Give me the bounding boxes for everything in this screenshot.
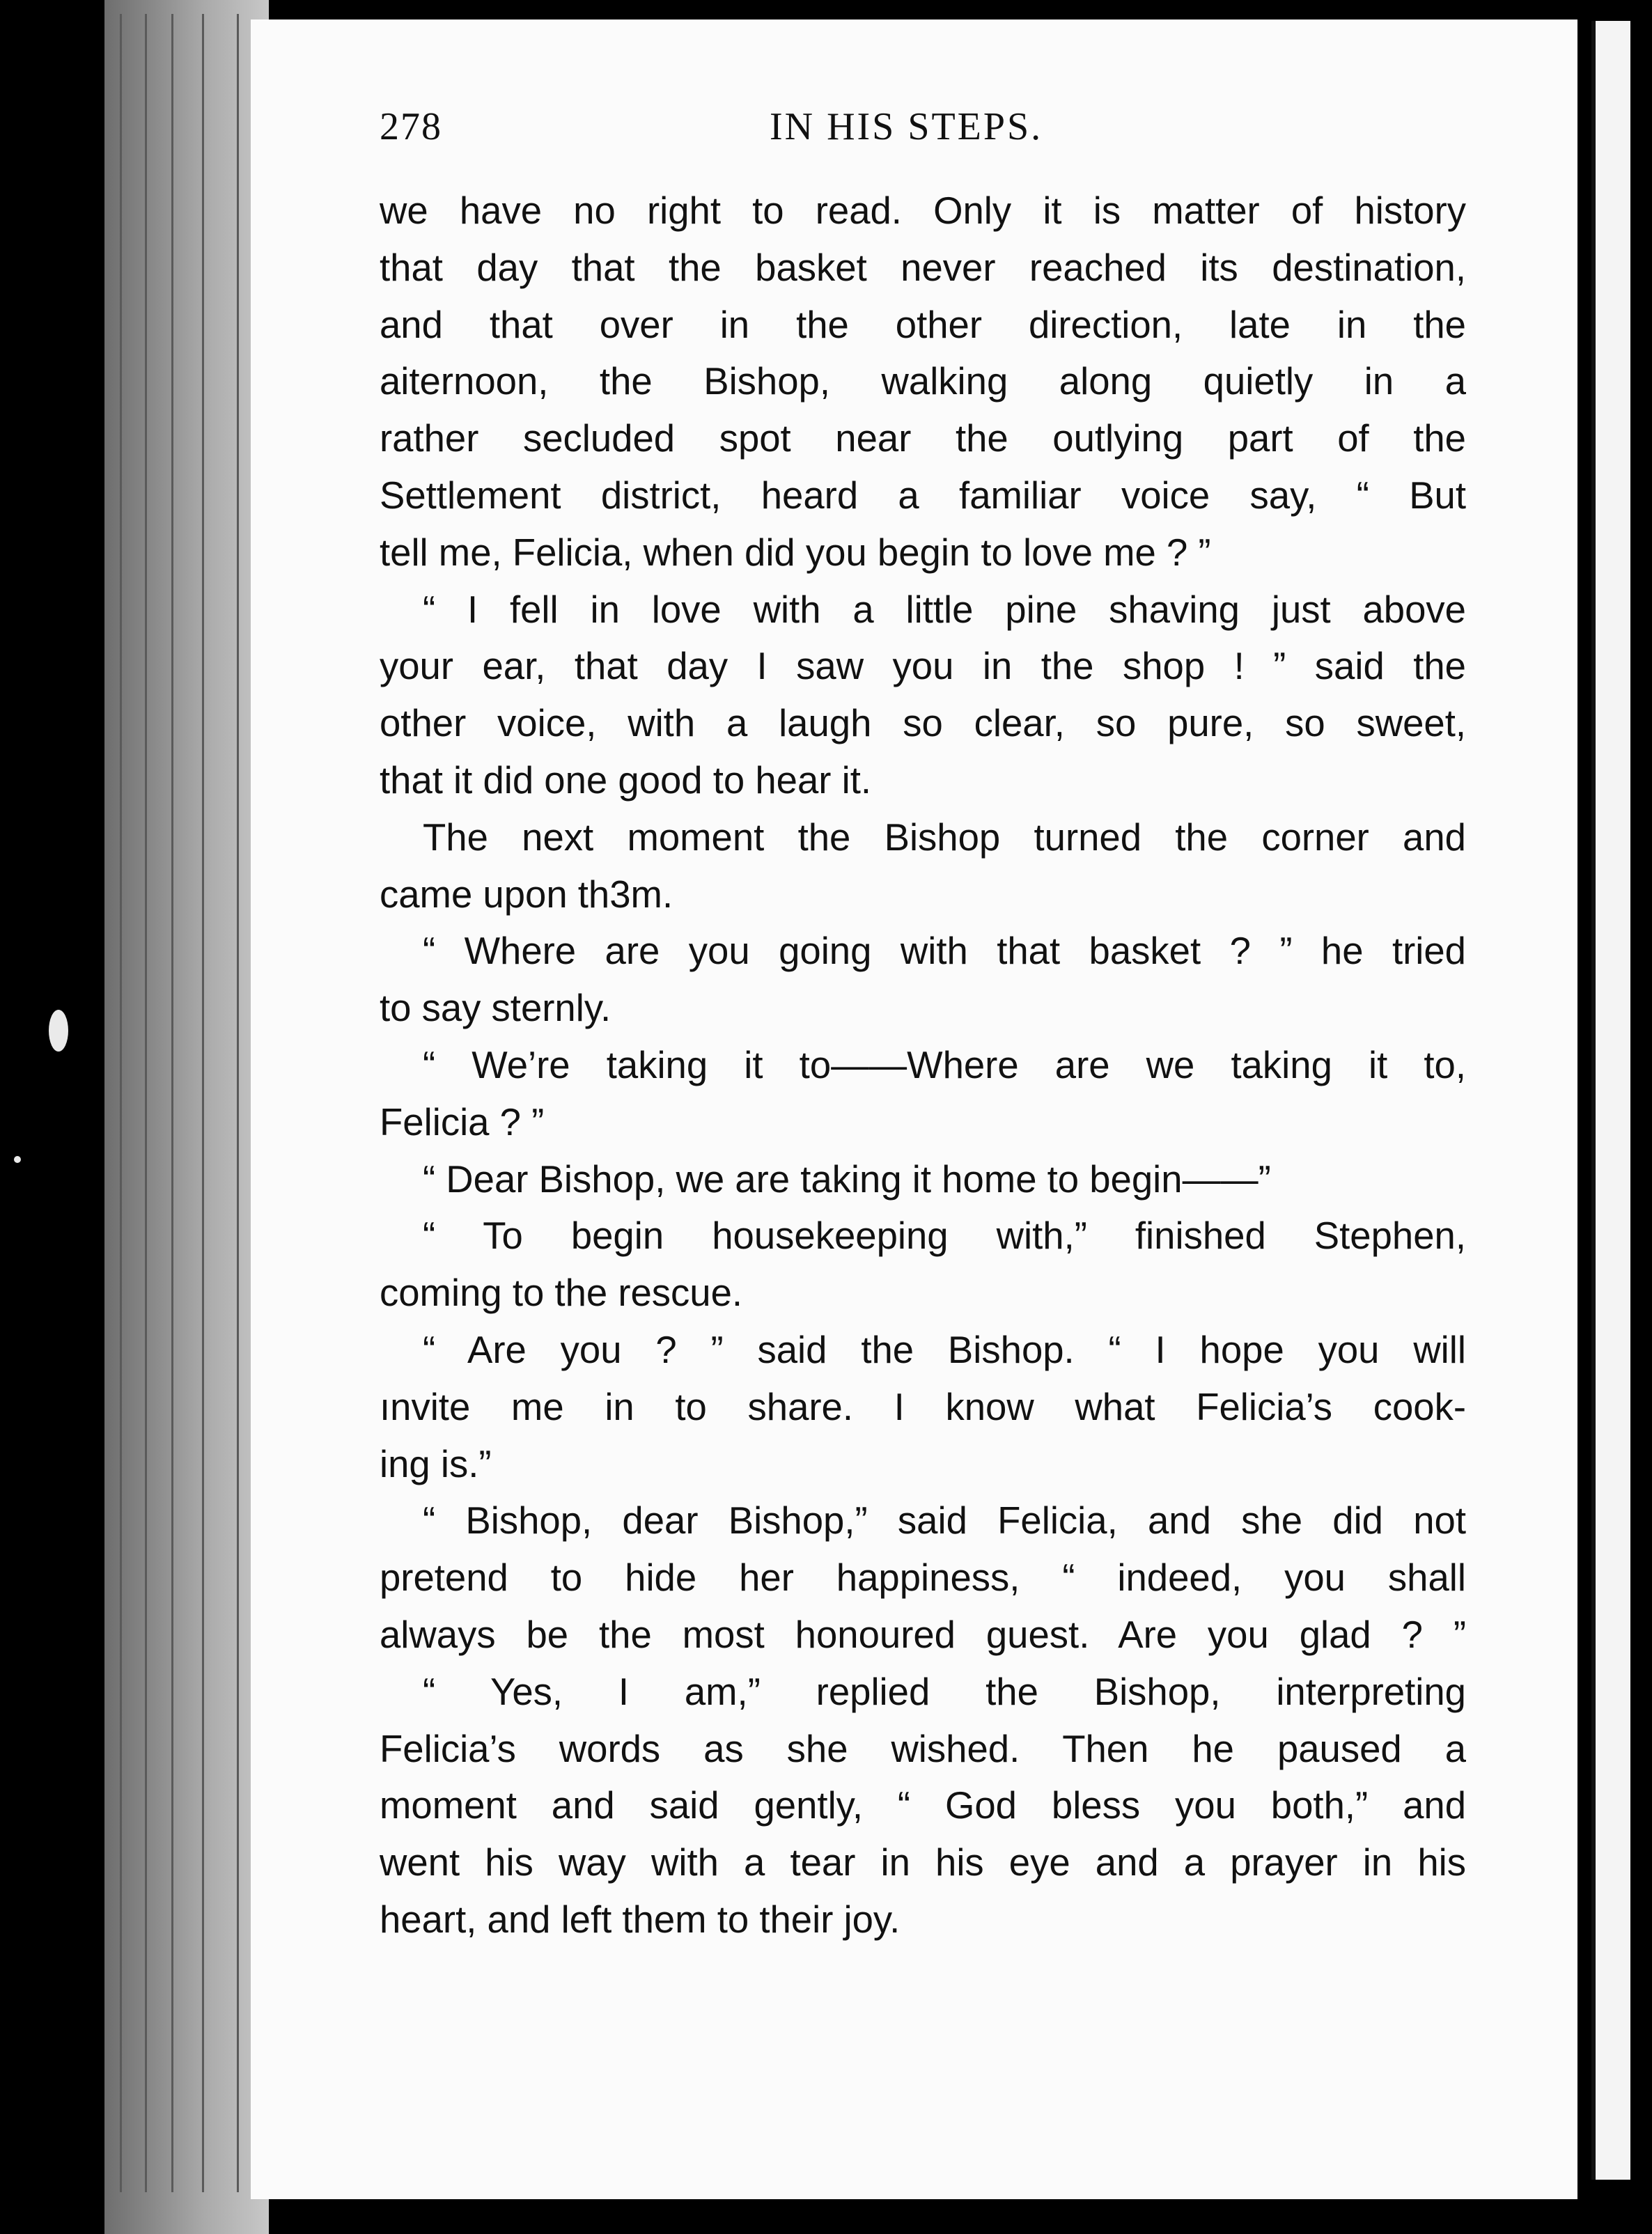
text-line: ınvite me in to share. I know what Felicia’s cook- xyxy=(380,1385,1466,1428)
text-line: “ Yes, I am,” replied the Bishop, interpreting xyxy=(423,1670,1466,1713)
text-line: “ Are you ? ” said the Bishop. “ I hope you will xyxy=(423,1328,1466,1371)
text-line: to say sternly. xyxy=(380,987,611,1030)
next-page-edge xyxy=(1591,21,1630,2180)
text-line: and that over in the other direction, late in the xyxy=(380,303,1466,346)
text-line: The next moment the Bishop turned the corner and xyxy=(423,815,1466,859)
text-line: pretend to hide her happiness, “ indeed, you shall xyxy=(380,1556,1466,1600)
text-line: coming to the rescue. xyxy=(380,1272,743,1315)
stack-line xyxy=(171,14,173,2192)
stack-line xyxy=(202,14,204,2192)
text-line: “ To begin housekeeping with,” finished Stephen, xyxy=(423,1214,1466,1258)
text-line: Felicia ? ” xyxy=(380,1100,545,1143)
text-line: your ear, that day I saw you in the shop ! ” said the xyxy=(380,645,1466,688)
text-line: other voice, with a laugh so clear, so pure, so sweet, xyxy=(380,702,1466,745)
text-line: Felicia’s words as she wished. Then he paused a xyxy=(380,1727,1466,1770)
text-line: rather secluded spot near the outlying part of the xyxy=(380,417,1466,460)
stack-line xyxy=(237,14,239,2192)
stack-line xyxy=(120,14,122,2192)
text-line: “ Dear Bishop, we are taking it home to begin——” xyxy=(423,1157,1271,1201)
stack-line xyxy=(145,14,147,2192)
body-text xyxy=(380,182,1466,1948)
running-head xyxy=(380,104,1466,160)
text-line: tell me, Felicia, when did you begin to love me ? ” xyxy=(380,531,1211,574)
text-line: “ I fell in love with a little pine shaving just above xyxy=(423,588,1466,631)
text-line: always be the most honoured guest. Are you glad ? ” xyxy=(380,1613,1466,1656)
text-line: moment and said gently, “ God bless you both,” and xyxy=(380,1784,1466,1827)
text-line: that it did one good to hear it. xyxy=(380,758,871,802)
text-line: we have no right to read. Only it is matter of history xyxy=(380,189,1466,232)
text-line: heart, and left them to their joy. xyxy=(380,1898,901,1941)
scan-speck xyxy=(49,1010,68,1052)
text-line: Settlement district, heard a familiar voice say, “ But xyxy=(380,474,1466,517)
text-line: that day that the basket never reached its destination, xyxy=(380,246,1466,289)
text-line: “ Bishop, dear Bishop,” said Felicia, and she did not xyxy=(423,1499,1466,1542)
scan-speck xyxy=(14,1156,21,1163)
text-line: came upon th3m. xyxy=(380,873,673,916)
page-stack-edge xyxy=(104,0,269,2234)
text-line: ing is.” xyxy=(380,1442,492,1485)
running-head-title: IN HIS STEPS. xyxy=(770,105,1043,148)
page-number: 278 xyxy=(380,105,442,148)
text-line: “ Where are you going with that basket ? ” he tried xyxy=(423,930,1466,973)
text-line: “ We’re taking it to——Where are we taking it to, xyxy=(423,1043,1466,1086)
text-line: went his way with a tear in his eye and a prayer in his xyxy=(380,1841,1466,1884)
text-line: aiternoon, the Bishop, walking along quietly in a xyxy=(380,360,1466,403)
